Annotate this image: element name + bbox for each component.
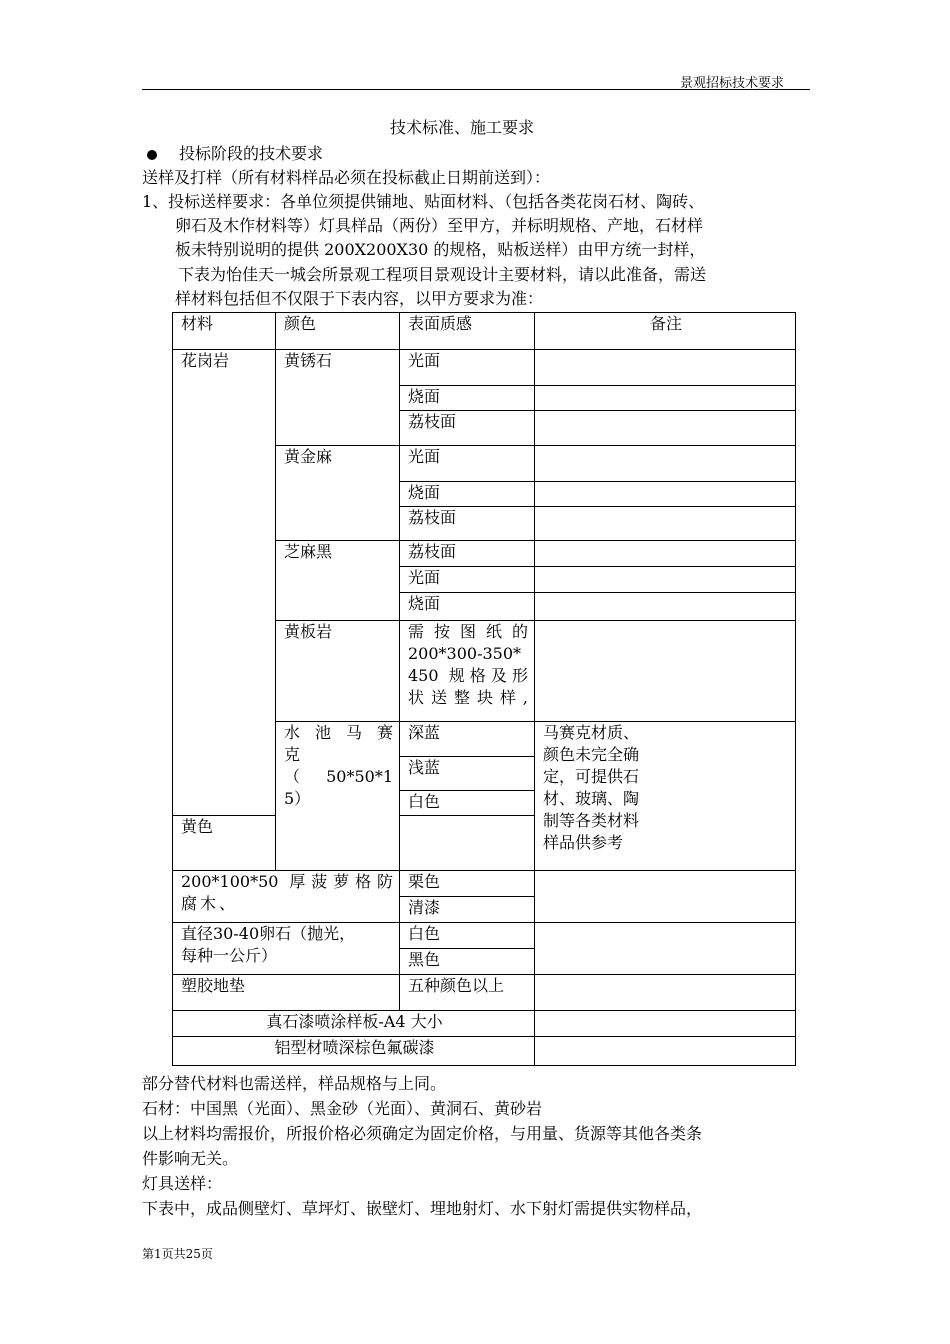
note-line: 马赛克材质、 xyxy=(543,723,640,742)
sample-intro: 送样及打样（所有材料样品必须在投标截止日期前送到）： xyxy=(142,168,551,187)
cell-remark xyxy=(535,1037,796,1066)
cell-remark xyxy=(535,541,796,567)
cell-remark xyxy=(535,482,796,507)
cell-surface: 荔枝面 xyxy=(400,411,535,446)
cell-huangxiushi: 黄锈石 xyxy=(276,350,400,446)
wood-line: 200*100*50 厚菠萝格防 xyxy=(181,872,393,891)
req1-line1: 1、投标送样要求：各单位须提供铺地、贴面材料、（包括各类花岗石材、陶砖、 xyxy=(142,192,705,211)
req1-line4: 下表为怡佳天一城会所景观工程项目景观设计主要材料，请以此准备，需送 xyxy=(178,265,707,284)
cell-surface: 烧面 xyxy=(400,386,535,411)
mosaic-line: 克 xyxy=(284,745,301,764)
cell-stone-paint: 真石漆喷涂样板-A4 大小 xyxy=(173,1011,535,1037)
mosaic-line: 5） xyxy=(284,789,311,808)
cell-surface: 烧面 xyxy=(400,482,535,507)
cell-remark xyxy=(535,923,796,975)
header-rule xyxy=(142,89,810,90)
cell-remark xyxy=(535,593,796,621)
alt-materials: 部分替代材料也需送样，样品规格与上同。 xyxy=(142,1074,447,1093)
cell-wood xyxy=(173,871,400,923)
req1-line2: 卵石及木作材料等）灯具样品（两份）至甲方，并标明规格、产地，石材样 xyxy=(175,216,704,235)
cell-huangjinma: 黄金麻 xyxy=(276,446,400,541)
page-number: 第1页共25页 xyxy=(142,1247,213,1261)
cell-granite: 花岗岩 xyxy=(173,350,276,816)
cell-pebble xyxy=(173,923,400,975)
table-row xyxy=(173,1011,796,1037)
cell-baise: 白色 xyxy=(400,923,535,949)
lamp-heading: 灯具送样： xyxy=(142,1174,223,1193)
cell-remark xyxy=(535,871,796,923)
table-row xyxy=(173,871,796,897)
cell-plastic: 塑胶地垫 xyxy=(173,975,400,1011)
cell-surface: 烧面 xyxy=(400,593,535,621)
cell-surface: 光面 xyxy=(400,350,535,386)
cell-huangbanyan: 黄板岩 xyxy=(276,621,400,722)
table-row xyxy=(173,1037,796,1066)
cell-zhimahei: 芝麻黑 xyxy=(276,541,400,621)
cell-remark xyxy=(535,621,796,722)
cell-huangse: 黄色 xyxy=(173,816,276,871)
cell-remark xyxy=(535,1011,796,1037)
materials-table xyxy=(172,312,796,1066)
note-line: 样品供参考 xyxy=(543,833,624,852)
cell-mosaic-note xyxy=(535,722,796,871)
cell-remark xyxy=(535,975,796,1011)
cell-slate-note xyxy=(400,621,535,722)
note-line: 制等各类材料 xyxy=(543,811,640,830)
cell-baise: 白色 xyxy=(400,791,535,816)
cell-mosaic xyxy=(276,722,400,871)
lamp-desc: 下表中，成品侧壁灯、草坪灯、嵌壁灯、埋地射灯、水下射灯需提供实物样品， xyxy=(142,1199,703,1218)
mosaic-line: 水池马赛 xyxy=(284,723,393,742)
table-header-row xyxy=(173,313,796,350)
header-remark: 备注 xyxy=(535,313,796,350)
cell-remark xyxy=(535,567,796,593)
table-row xyxy=(173,975,796,1011)
note-line: 450 规格及形 xyxy=(408,666,528,685)
price-line1: 以上材料均需报价，所报价格必须确定为固定价格，与用量、货源等其他各类条 xyxy=(142,1124,703,1143)
cell-surface: 光面 xyxy=(400,446,535,482)
note-line: 需按图纸的 xyxy=(408,622,528,641)
note-line: 定，可提供石 xyxy=(543,767,640,786)
cell-lise: 栗色 xyxy=(400,871,535,897)
req1-line3: 板未特别说明的提供 200X200X30 的规格，贴板送样）由甲方统一封样， xyxy=(175,240,706,259)
cell-surface: 荔枝面 xyxy=(400,541,535,567)
cell-remark xyxy=(535,446,796,482)
cell-remark xyxy=(535,350,796,386)
note-line: 颜色未完全确 xyxy=(543,745,640,764)
bullet-icon xyxy=(147,150,157,160)
note-line: 200*300-350* xyxy=(408,644,522,663)
cell-remark xyxy=(400,816,535,871)
wood-line: 腐木、 xyxy=(181,894,239,913)
pebble-line: 每种一公斤） xyxy=(181,946,278,965)
header-material: 材料 xyxy=(173,313,276,350)
price-line2: 件影响无关。 xyxy=(142,1149,239,1168)
note-line: 材、玻璃、陶 xyxy=(543,789,640,808)
req1-line5: 样材料包括但不仅限于下表内容，以甲方要求为准： xyxy=(175,289,544,308)
mosaic-line: （50*50*1 xyxy=(284,767,393,786)
pebble-line: 直径30-40卵石（抛光， xyxy=(181,924,356,943)
header-surface: 表面质感 xyxy=(400,313,535,350)
cell-remark xyxy=(535,507,796,541)
section-heading xyxy=(147,143,323,165)
cell-remark xyxy=(535,411,796,446)
table-row xyxy=(173,923,796,949)
cell-qingqi: 清漆 xyxy=(400,897,535,923)
section-heading-text: 投标阶段的技术要求 xyxy=(179,144,324,163)
cell-qianlan: 浅蓝 xyxy=(400,757,535,791)
note-line: 状送整块样, xyxy=(408,688,528,707)
header-doc-name: 景观招标技术要求 xyxy=(680,76,785,91)
cell-five-colors: 五种颜色以上 xyxy=(400,975,535,1011)
cell-heise: 黑色 xyxy=(400,949,535,975)
page-title: 技术标准、施工要求 xyxy=(390,118,535,137)
table-row xyxy=(173,350,796,386)
cell-shenlan: 深蓝 xyxy=(400,722,535,757)
header-color: 颜色 xyxy=(276,313,400,350)
cell-remark xyxy=(535,386,796,411)
cell-aluminum: 铝型材喷深棕色氟碳漆 xyxy=(173,1037,535,1066)
cell-surface: 光面 xyxy=(400,567,535,593)
stone-list: 石材：中国黑（光面）、黑金砂（光面）、黄洞石、黄砂岩 xyxy=(142,1099,543,1118)
cell-surface: 荔枝面 xyxy=(400,507,535,541)
